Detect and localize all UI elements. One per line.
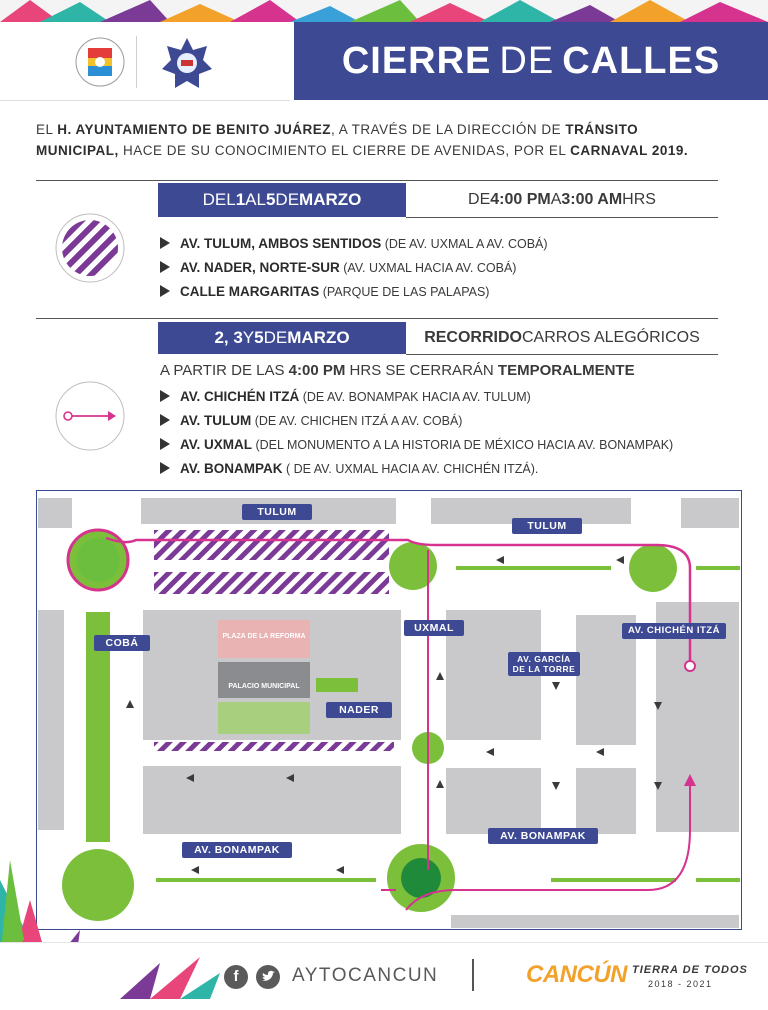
title-word-3: CALLES: [562, 39, 721, 82]
section2-top-rule: [36, 318, 718, 319]
title-word-1: CIERRE: [341, 39, 492, 82]
list-item: CALLE MARGARITAS (PARQUE DE LAS PALAPAS): [160, 280, 720, 304]
social-handle[interactable]: AYTOCANCUN: [292, 965, 439, 986]
facebook-icon[interactable]: f: [224, 965, 248, 989]
list-item: AV. NADER, NORTE-SUR (AV. UXMAL HACIA AV. COBÁ): [160, 256, 720, 280]
footer: [0, 942, 768, 1006]
list-item: AV. UXMAL (DEL MONUMENTO A LA HISTORIA DE MÉXICO HACIA AV. BONAMPAK): [160, 433, 730, 457]
closure-map: [36, 490, 742, 930]
page-title: [294, 22, 768, 100]
list-item: AV. TULUM, AMBOS SENTIDOS (DE AV. UXMAL A AV. COBÁ): [160, 232, 720, 256]
map-label-palacio: PALACIO MUNICIPAL: [228, 683, 300, 690]
intro-paragraph: EL H. AYUNTAMIENTO DE BENITO JUÁREZ, A TRAVÉS DE LA DIRECCIÓN DE TRÁNSITO MUNICIPAL, HACE DE SU CONOCIMIENTO EL CIERRE DE AVENIDAS, POR EL CARNAVAL 2019.: [36, 122, 689, 158]
section2-route-title: RECORRIDO CARROS ALEGÓRICOS: [406, 322, 718, 355]
footer-divider: [472, 959, 474, 991]
map-label-plaza: PLAZA DE LA REFORMA: [222, 633, 306, 640]
map-label-tulum: TULUM: [512, 518, 582, 534]
list-item: AV. BONAMPAK ( DE AV. UXMAL HACIA AV. CHICHÉN ITZÁ).: [160, 457, 730, 481]
brand-years: 2018 - 2021: [648, 979, 713, 989]
section2-date-band: 2, 3 Y 5 DE MARZO: [158, 322, 406, 354]
twitter-icon[interactable]: [256, 965, 280, 989]
map-label-coba: COBÁ: [94, 635, 150, 651]
title-word-2: DE: [499, 39, 555, 82]
brand-tagline: TIERRA DE TODOS: [632, 964, 748, 976]
map-label-tulum: TULUM: [242, 504, 312, 520]
header-logos: [0, 22, 290, 101]
route-arrow-icon: [54, 380, 126, 452]
map-label-garcia-de-la-torre: AV. GARCÍA DE LA TORRE: [508, 652, 580, 676]
section2-route-list: [160, 385, 730, 481]
closure-hatch-icon: [54, 212, 126, 284]
map-label-bonampak: AV. BONAMPAK: [182, 842, 292, 858]
section1-date-band: DEL 1 AL 5 DE MARZO: [158, 183, 406, 217]
list-item: AV. TULUM (DE AV. CHICHEN ITZÁ A AV. COBÁ): [160, 409, 730, 433]
list-item: AV. CHICHÉN ITZÁ (DE AV. BONAMPAK HACIA AV. TULUM): [160, 385, 730, 409]
map-label-uxmal: UXMAL: [404, 620, 464, 636]
section1-hours: DE 4:00 PM A 3:00 AM HRS: [406, 183, 718, 218]
map-label-nader: NADER: [326, 702, 392, 718]
map-label-bonampak: AV. BONAMPAK: [488, 828, 598, 844]
municipio-logo: [74, 36, 126, 88]
section2-notice: A PARTIR DE LAS 4:00 PM HRS SE CERRARÁN TEMPORALMENTE: [160, 362, 635, 379]
transito-logo: [160, 36, 214, 90]
section1-top-rule: [36, 180, 718, 181]
cancun-brand: CANCÚN: [526, 961, 627, 988]
map-label-chichen-itza: AV. CHICHÉN ITZÁ: [622, 623, 726, 639]
section1-closure-list: [160, 232, 720, 304]
top-decoration: [0, 0, 768, 22]
footer-decoration: [120, 953, 220, 999]
